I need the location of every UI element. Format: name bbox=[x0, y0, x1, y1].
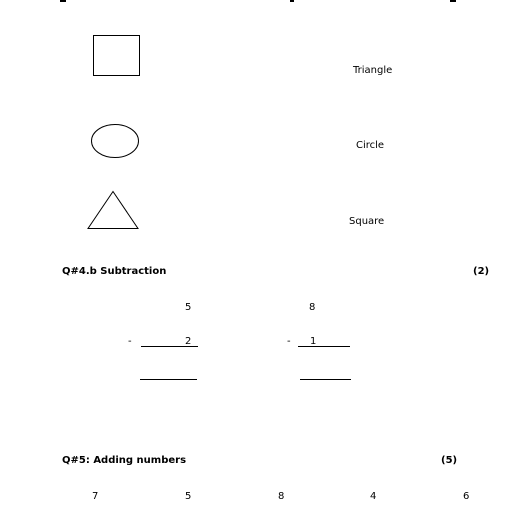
subtraction-heading: Q#4.b Subtraction bbox=[62, 266, 167, 277]
adding-number: 4 bbox=[370, 491, 377, 502]
adding-marks: (5) bbox=[441, 455, 458, 466]
adding-heading: Q#5: Adding numbers bbox=[62, 455, 187, 466]
problem-1-operand-line bbox=[141, 346, 198, 347]
problem-1-answer-line bbox=[140, 379, 197, 380]
problem-2-bottom: 1 bbox=[310, 336, 317, 347]
adding-number: 8 bbox=[278, 491, 285, 502]
label-circle: Circle bbox=[356, 140, 385, 151]
label-triangle: Triangle bbox=[353, 65, 393, 76]
problem-2-operator: - bbox=[287, 336, 291, 347]
problem-2-answer-line bbox=[300, 379, 351, 380]
problem-1-bottom: 2 bbox=[185, 336, 192, 347]
adding-number: 6 bbox=[463, 491, 470, 502]
adding-number: 5 bbox=[185, 491, 192, 502]
cropped-header-text bbox=[60, 0, 460, 2]
problem-1-top: 5 bbox=[185, 302, 192, 313]
subtraction-marks: (2) bbox=[473, 266, 490, 277]
problem-2-top: 8 bbox=[309, 302, 316, 313]
label-square: Square bbox=[349, 216, 385, 227]
square-icon bbox=[93, 35, 140, 76]
adding-number: 7 bbox=[92, 491, 99, 502]
triangle-icon bbox=[86, 190, 140, 230]
problem-2-operand-line bbox=[298, 346, 350, 347]
circle-icon bbox=[90, 123, 140, 159]
problem-1-operator: - bbox=[128, 336, 132, 347]
